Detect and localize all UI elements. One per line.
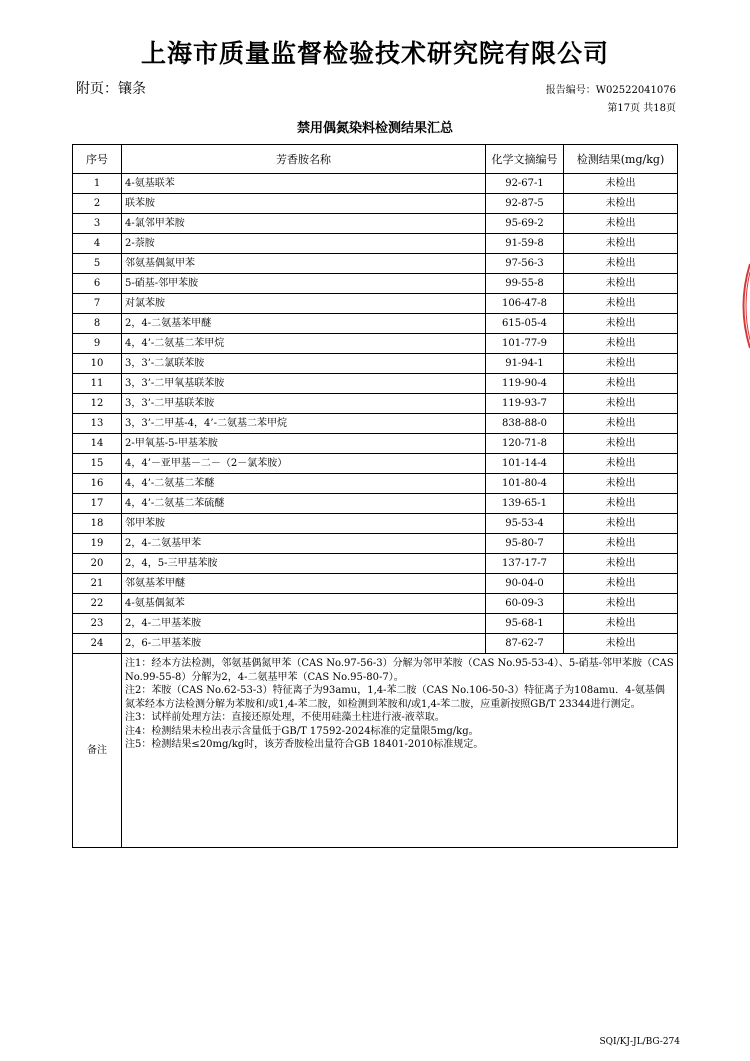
amine-name: 3，3’-二甲基联苯胺 [122, 394, 486, 414]
test-result: 未检出 [564, 214, 678, 234]
cas-number: 119-93-7 [486, 394, 564, 414]
table-row [73, 554, 678, 574]
row-index: 6 [73, 274, 122, 294]
amine-name: 5-硝基-邻甲苯胺 [122, 274, 486, 294]
cas-number: 139-65-1 [486, 494, 564, 514]
test-result: 未检出 [564, 334, 678, 354]
cas-number: 119-90-4 [486, 374, 564, 394]
amine-name: 4，4’－亚甲基－二－（2－氯苯胺） [122, 454, 486, 474]
amine-name: 2-萘胺 [122, 234, 486, 254]
test-result: 未检出 [564, 194, 678, 214]
row-index: 17 [73, 494, 122, 514]
amine-name: 4，4’-二氨基二苯醚 [122, 474, 486, 494]
test-result: 未检出 [564, 314, 678, 334]
row-index: 5 [73, 254, 122, 274]
cas-number: 137-17-7 [486, 554, 564, 574]
table-row [73, 214, 678, 234]
amine-name: 3，3’-二甲氧基联苯胺 [122, 374, 486, 394]
row-index: 21 [73, 574, 122, 594]
row-index: 8 [73, 314, 122, 334]
cas-number: 87-62-7 [486, 634, 564, 654]
amine-name: 2，4-二氨基苯甲醚 [122, 314, 486, 334]
header-result: 检测结果(mg/kg) [564, 145, 678, 174]
table-header-row [73, 145, 678, 174]
table-row [73, 614, 678, 634]
row-index: 16 [73, 474, 122, 494]
amine-name: 3，3’-二氯联苯胺 [122, 354, 486, 374]
note-1: 注1：经本方法检测，邻氨基偶氮甲苯（CAS No.97-56-3）分解为邻甲苯胺（CAS No.95-53-4）、5-硝基-邻甲苯胺（CAS No.99-55-8）分解为2，4-二氨基甲苯（CAS No.95-80-7）。 [125, 658, 674, 683]
amine-name: 2，4-二甲基苯胺 [122, 614, 486, 634]
test-result: 未检出 [564, 494, 678, 514]
header-amine-name: 芳香胺名称 [122, 145, 486, 174]
row-index: 9 [73, 334, 122, 354]
document-title: 禁用偶氮染料检测结果汇总 [296, 121, 453, 136]
amine-name: 2，6-二甲基苯胺 [122, 634, 486, 654]
row-index: 7 [73, 294, 122, 314]
header-index: 序号 [73, 145, 122, 174]
amine-name: 4-氨基联苯 [122, 174, 486, 194]
report-number: 报告编号：W02522041076 [545, 85, 676, 96]
table-row [73, 174, 678, 194]
test-result: 未检出 [564, 254, 678, 274]
table-row [73, 474, 678, 494]
row-index: 23 [73, 614, 122, 634]
row-index: 14 [73, 434, 122, 454]
test-result: 未检出 [564, 614, 678, 634]
table-row [73, 234, 678, 254]
test-result: 未检出 [564, 234, 678, 254]
table-row [73, 294, 678, 314]
row-index: 4 [73, 234, 122, 254]
cas-number: 101-80-4 [486, 474, 564, 494]
seal-stamp-fragment [735, 262, 750, 350]
cas-number: 99-55-8 [486, 274, 564, 294]
cas-number: 106-47-8 [486, 294, 564, 314]
row-index: 24 [73, 634, 122, 654]
row-index: 13 [73, 414, 122, 434]
notes-label: 备注 [73, 654, 122, 848]
row-index: 22 [73, 594, 122, 614]
cas-number: 95-80-7 [486, 534, 564, 554]
test-result: 未检出 [564, 594, 678, 614]
amine-name: 4-氯邻甲苯胺 [122, 214, 486, 234]
org-title: 上海市质量监督检验技术研究院有限公司 [140, 39, 609, 68]
row-index: 18 [73, 514, 122, 534]
test-result: 未检出 [564, 274, 678, 294]
cas-number: 92-67-1 [486, 174, 564, 194]
results-table [72, 144, 678, 848]
cas-number: 615-05-4 [486, 314, 564, 334]
amine-name: 2，4-二氨基甲苯 [122, 534, 486, 554]
test-result: 未检出 [564, 454, 678, 474]
test-result: 未检出 [564, 354, 678, 374]
test-result: 未检出 [564, 534, 678, 554]
amine-name: 4，4’-二氨基二苯硫醚 [122, 494, 486, 514]
footer-code: SQI/KJ-JL/BG-274 [599, 1037, 680, 1047]
table-row [73, 434, 678, 454]
test-result: 未检出 [564, 554, 678, 574]
test-result: 未检出 [564, 374, 678, 394]
row-index: 1 [73, 174, 122, 194]
table-row [73, 314, 678, 334]
amine-name: 邻氨基苯甲醚 [122, 574, 486, 594]
table-row [73, 334, 678, 354]
amine-name: 2，4，5-三甲基苯胺 [122, 554, 486, 574]
row-index: 11 [73, 374, 122, 394]
cas-number: 97-56-3 [486, 254, 564, 274]
amine-name: 4-氨基偶氮苯 [122, 594, 486, 614]
test-result: 未检出 [564, 294, 678, 314]
cas-number: 91-59-8 [486, 234, 564, 254]
test-result: 未检出 [564, 414, 678, 434]
cas-number: 120-71-8 [486, 434, 564, 454]
row-index: 3 [73, 214, 122, 234]
cas-number: 90-04-0 [486, 574, 564, 594]
note-4: 注4：检测结果未检出表示含量低于GB/T 17592-2024标准的定量限5mg/kg。 [125, 725, 479, 737]
cas-number: 60-09-3 [486, 594, 564, 614]
notes-row [73, 654, 678, 848]
table-row [73, 454, 678, 474]
table-row [73, 374, 678, 394]
attachment-label: 附页：镶条 [76, 81, 146, 97]
cas-number: 838-88-0 [486, 414, 564, 434]
page-info: 第17页 共18页 [607, 103, 676, 114]
table-row [73, 274, 678, 294]
cas-number: 95-53-4 [486, 514, 564, 534]
table-row [73, 534, 678, 554]
table-row [73, 254, 678, 274]
cas-number: 95-69-2 [486, 214, 564, 234]
table-row [73, 574, 678, 594]
table-row [73, 354, 678, 374]
amine-name: 联苯胺 [122, 194, 486, 214]
amine-name: 对氯苯胺 [122, 294, 486, 314]
amine-name: 2-甲氧基-5-甲基苯胺 [122, 434, 486, 454]
amine-name: 邻甲苯胺 [122, 514, 486, 534]
notes-cell [122, 654, 678, 848]
table-row [73, 634, 678, 654]
row-index: 19 [73, 534, 122, 554]
table-row [73, 414, 678, 434]
row-index: 15 [73, 454, 122, 474]
table-row [73, 514, 678, 534]
test-result: 未检出 [564, 434, 678, 454]
test-result: 未检出 [564, 514, 678, 534]
row-index: 20 [73, 554, 122, 574]
table-row [73, 594, 678, 614]
note-3: 注3：试样前处理方法：直接还原处理，不使用硅藻土柱进行液-液萃取。 [125, 712, 445, 723]
cas-number: 101-77-9 [486, 334, 564, 354]
cas-number: 92-87-5 [486, 194, 564, 214]
test-result: 未检出 [564, 174, 678, 194]
row-index: 10 [73, 354, 122, 374]
note-2: 注2：苯胺（CAS No.62-53-3）特征离子为93amu，1,4-苯二胺（CAS No.106-50-3）特征离子为108amu．4-氨基偶氮苯经本方法检测分解为苯胺和/或1,4-苯二胺，如检测到苯胺和/或1,4-苯二胺，应重新按照GB/T 23344进行测定。 [125, 685, 665, 710]
table-row [73, 394, 678, 414]
cas-number: 91-94-1 [486, 354, 564, 374]
amine-name: 3，3’-二甲基-4，4’-二氨基二苯甲烷 [122, 414, 486, 434]
table-row [73, 194, 678, 214]
header-cas-number: 化学文摘编号 [486, 145, 564, 174]
test-result: 未检出 [564, 394, 678, 414]
row-index: 2 [73, 194, 122, 214]
cas-number: 95-68-1 [486, 614, 564, 634]
test-result: 未检出 [564, 574, 678, 594]
test-result: 未检出 [564, 474, 678, 494]
cas-number: 101-14-4 [486, 454, 564, 474]
amine-name: 邻氨基偶氮甲苯 [122, 254, 486, 274]
row-index: 12 [73, 394, 122, 414]
amine-name: 4，4’-二氨基二苯甲烷 [122, 334, 486, 354]
table-row [73, 494, 678, 514]
test-result: 未检出 [564, 634, 678, 654]
note-5: 注5：检测结果≤20mg/kg时，该芳香胺检出量符合GB 18401-2010标准规定。 [125, 739, 484, 750]
